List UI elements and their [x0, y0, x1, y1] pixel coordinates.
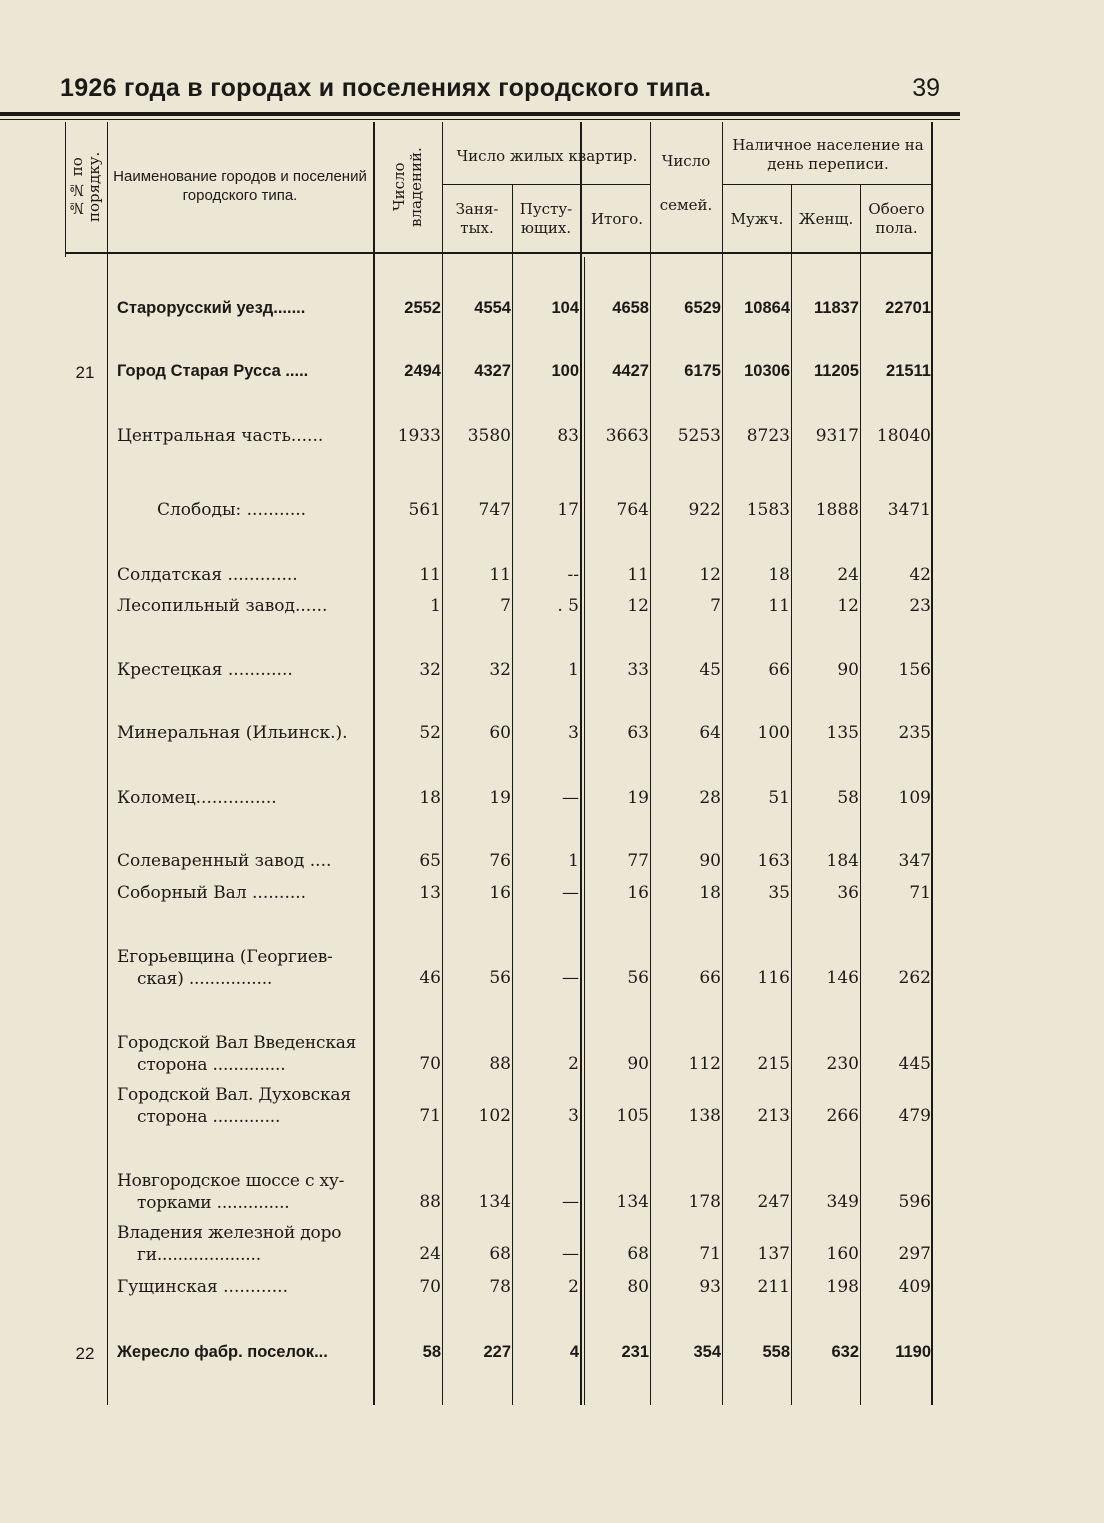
table-cell: 2: [568, 1054, 579, 1074]
table-row: [65, 594, 933, 618]
table-cell: 60: [489, 723, 511, 743]
col-header-owners: Число владений.: [389, 147, 425, 227]
table-cell: 4: [569, 1343, 579, 1361]
row-name: Город Старая Русса .....: [117, 362, 309, 380]
header-rule-thick: [0, 112, 960, 116]
row-name-line-1: Городской Вал. Духовская: [117, 1085, 351, 1105]
table-cell: 4427: [612, 362, 649, 380]
table-cell: 56: [627, 968, 649, 988]
table-cell: 58: [837, 788, 859, 808]
table-cell: 2: [568, 1277, 579, 1297]
grid-line: [723, 184, 932, 185]
table-cell: 3: [568, 1106, 579, 1126]
row-name-line-2: сторона ..............: [137, 1055, 286, 1075]
row-name: Гущинская ............: [117, 1277, 288, 1297]
page-title: 1926 года в городах и поселениях городского типа.: [60, 74, 712, 102]
table-cell: —: [562, 883, 579, 903]
table-cell: —: [562, 788, 579, 808]
table-cell: 137: [757, 1244, 790, 1264]
table-cell: 46: [419, 968, 441, 988]
table-cell: 18040: [876, 426, 931, 446]
table-cell: 12: [627, 596, 649, 616]
table-cell: 266: [826, 1106, 859, 1126]
col-header-name: Наименование городов и поселений городского типа.: [113, 168, 367, 204]
table-cell: 18: [419, 788, 441, 808]
table-cell: 63: [627, 723, 649, 743]
row-name: Соборный Вал ..........: [117, 883, 307, 903]
table-cell: 17: [557, 500, 579, 520]
table-row: [65, 786, 933, 810]
table-row: [65, 1085, 933, 1128]
table-row: [65, 721, 933, 745]
table-cell: 1: [568, 660, 579, 680]
table-cell: 10306: [744, 362, 790, 380]
table-cell: —: [562, 1192, 579, 1212]
grid-line: [65, 252, 933, 254]
page-number: 39: [912, 74, 940, 102]
table-cell: 747: [478, 500, 511, 520]
table-cell: 112: [688, 1054, 721, 1074]
col-header-both: Обоего пола.: [868, 200, 925, 237]
table-cell: 70: [419, 1277, 441, 1297]
row-name: Солеваренный завод ....: [117, 851, 332, 871]
table-cell: 12: [837, 596, 859, 616]
table-cell: 558: [762, 1343, 790, 1361]
table-cell: 11837: [814, 299, 859, 317]
table-cell: 215: [757, 1054, 790, 1074]
table-cell: 3: [568, 723, 579, 743]
row-name-line-1: Владения железной доро: [117, 1223, 342, 1243]
table-cell: 88: [489, 1054, 511, 1074]
table-cell: 160: [826, 1244, 859, 1264]
table-row: [65, 1171, 933, 1214]
row-name: Лесопильный завод......: [117, 596, 328, 616]
table-cell: 134: [616, 1192, 649, 1212]
table-cell: 561: [408, 500, 441, 520]
table-cell: 6175: [684, 362, 721, 380]
table-cell: 146: [826, 968, 859, 988]
col-header-apartments: Число жилых квартир.: [456, 146, 638, 165]
table-cell: 138: [688, 1106, 721, 1126]
table-cell: 19: [489, 788, 511, 808]
table-cell: 51: [768, 788, 790, 808]
table-cell: 349: [826, 1192, 859, 1212]
table-cell: 184: [826, 851, 859, 871]
table-row: [65, 296, 933, 320]
table-row: [65, 947, 933, 990]
table-cell: 83: [557, 426, 579, 446]
table-cell: 32: [419, 660, 441, 680]
table-row: [65, 498, 933, 522]
row-name-line-2: торками ..............: [137, 1193, 290, 1213]
table-cell: 3580: [467, 426, 511, 446]
table-cell: 24: [419, 1244, 441, 1264]
table-cell: 66: [768, 660, 790, 680]
table-cell: 90: [627, 1054, 649, 1074]
table-row: [65, 563, 933, 587]
table-cell: 102: [478, 1106, 511, 1126]
table-row: [65, 424, 933, 448]
table-cell: 11: [768, 596, 790, 616]
col-header-occupied: Заня-тых.: [455, 200, 499, 237]
table-cell: 93: [699, 1277, 721, 1297]
row-name: Солдатская .............: [117, 565, 298, 585]
table-cell: 178: [688, 1192, 721, 1212]
table-cell: 1888: [815, 500, 859, 520]
table-cell: 68: [489, 1244, 511, 1264]
table-cell: —: [562, 1244, 579, 1264]
row-name: [117, 1170, 371, 1214]
table-cell: 231: [621, 1343, 649, 1361]
row-name: Жересло фабр. поселок...: [117, 1343, 328, 1361]
table-cell: 71: [909, 883, 931, 903]
table-cell: 116: [757, 968, 790, 988]
table-cell: 8723: [746, 426, 790, 446]
table-cell: 1583: [746, 500, 790, 520]
table-row: [65, 881, 933, 905]
row-name: [117, 1032, 371, 1076]
table-cell: 52: [419, 723, 441, 743]
row-number: 21: [75, 363, 95, 382]
table-cell: —: [562, 968, 579, 988]
row-name-line-1: Городской Вал Введенская: [117, 1033, 357, 1053]
table-cell: 70: [419, 1054, 441, 1074]
table-cell: 100: [551, 362, 579, 380]
table-cell: 134: [478, 1192, 511, 1212]
table-cell: 135: [826, 723, 859, 743]
row-name-line-2: ская) ................: [137, 969, 273, 989]
table-cell: 105: [616, 1106, 649, 1126]
table-cell: 6529: [684, 299, 721, 317]
row-name: Старорусский уезд.......: [117, 299, 306, 317]
table-row: [65, 849, 933, 873]
table-cell: 4327: [474, 362, 511, 380]
table-cell: 77: [627, 851, 649, 871]
row-name: Минеральная (Ильинск.).: [117, 723, 348, 743]
col-header-families-bottom: семей.: [659, 195, 713, 214]
table-cell: 71: [699, 1244, 721, 1264]
table-cell: 632: [831, 1343, 859, 1361]
table-cell: 409: [898, 1277, 931, 1297]
row-name: Коломец...............: [117, 788, 277, 808]
table-cell: 66: [699, 968, 721, 988]
table-cell: 90: [837, 660, 859, 680]
table-cell: 76: [489, 851, 511, 871]
table-cell: 247: [757, 1192, 790, 1212]
table-cell: 297: [898, 1244, 931, 1264]
table-cell: 11: [489, 565, 511, 585]
row-number: 22: [75, 1344, 95, 1363]
table-cell: 198: [826, 1277, 859, 1297]
table-cell: 33: [627, 660, 649, 680]
col-header-vacant: Пусту-ющих.: [519, 200, 573, 237]
table-cell: 71: [419, 1106, 441, 1126]
table-row: [65, 1340, 933, 1364]
col-header-population: Наличное население на день переписи.: [732, 136, 924, 173]
row-name-line-2: ги....................: [137, 1245, 261, 1265]
table-cell: 35: [768, 883, 790, 903]
table-cell: 764: [616, 500, 649, 520]
table-cell: 4658: [612, 299, 649, 317]
table-cell: 16: [489, 883, 511, 903]
col-header-families-top: Число: [661, 151, 711, 170]
table-cell: 80: [627, 1277, 649, 1297]
row-name: Слободы: ...........: [157, 500, 307, 520]
table-cell: 2552: [404, 299, 441, 317]
table-cell: 22701: [885, 299, 931, 317]
row-name: [117, 1222, 371, 1266]
table-cell: 354: [693, 1343, 721, 1361]
table-cell: 1933: [397, 426, 441, 446]
table-cell: 78: [489, 1277, 511, 1297]
table-cell: 479: [898, 1106, 931, 1126]
table-cell: 18: [699, 883, 721, 903]
table-cell: 68: [627, 1244, 649, 1264]
table-cell: 45: [699, 660, 721, 680]
table-cell: 42: [909, 565, 931, 585]
table-cell: 235: [898, 723, 931, 743]
table-cell: 156: [898, 660, 931, 680]
table-cell: 109: [898, 788, 931, 808]
table-cell: 596: [898, 1192, 931, 1212]
table-cell: 347: [898, 851, 931, 871]
table-cell: 5253: [677, 426, 721, 446]
table-cell: 211: [757, 1277, 790, 1297]
table-cell: 3471: [887, 500, 931, 520]
table-cell: . 5: [557, 596, 579, 616]
table-cell: 11: [419, 565, 441, 585]
population-table: [65, 122, 933, 1405]
table-cell: 16: [627, 883, 649, 903]
table-cell: 32: [489, 660, 511, 680]
col-header-total: Итого.: [590, 209, 644, 228]
table-cell: 19: [627, 788, 649, 808]
header-rule-thin: [0, 119, 960, 120]
table-cell: 21511: [886, 362, 931, 380]
table-cell: 65: [419, 851, 441, 871]
table-cell: 28: [699, 788, 721, 808]
col-header-female: Женщ.: [798, 209, 854, 228]
table-cell: 163: [757, 851, 790, 871]
table-cell: 3663: [605, 426, 649, 446]
row-name: [117, 1084, 371, 1128]
table-cell: 10864: [744, 299, 790, 317]
row-name: Центральная часть......: [117, 426, 324, 446]
table-cell: 922: [688, 500, 721, 520]
table-row: [65, 1033, 933, 1076]
table-cell: 56: [489, 968, 511, 988]
table-cell: 445: [898, 1054, 931, 1074]
row-name-line-1: Егорьевщина (Георгиев-: [117, 947, 333, 967]
table-cell: 24: [837, 565, 859, 585]
col-header-male: Мужч.: [730, 209, 784, 228]
table-cell: 1: [568, 851, 579, 871]
table-cell: 11205: [814, 362, 859, 380]
row-name: [117, 946, 371, 990]
table-cell: 104: [551, 299, 579, 317]
table-cell: 36: [837, 883, 859, 903]
table-cell: 7: [710, 596, 721, 616]
table-cell: 18: [768, 565, 790, 585]
row-name-line-2: сторона .............: [137, 1107, 281, 1127]
table-row: [65, 1223, 933, 1266]
table-row: [65, 658, 933, 682]
table-cell: 7: [500, 596, 511, 616]
table-cell: 227: [483, 1343, 511, 1361]
table-cell: --: [567, 565, 579, 585]
table-cell: 2494: [404, 362, 441, 380]
running-head: [60, 74, 940, 110]
table-cell: 9317: [815, 426, 859, 446]
row-name: Крестецкая ............: [117, 660, 293, 680]
table-cell: 88: [419, 1192, 441, 1212]
table-cell: 64: [699, 723, 721, 743]
table-cell: 4554: [474, 299, 511, 317]
table-cell: 13: [419, 883, 441, 903]
col-header-num: №№ по порядку.: [67, 151, 103, 223]
table-cell: 11: [627, 565, 649, 585]
table-cell: 262: [898, 968, 931, 988]
row-name-line-1: Новгородское шоссе с ху-: [117, 1171, 345, 1191]
table-cell: 1: [430, 596, 441, 616]
table-cell: 213: [757, 1106, 790, 1126]
table-cell: 58: [422, 1343, 441, 1361]
table-cell: 1190: [895, 1343, 931, 1361]
table-row: [65, 359, 933, 383]
table-cell: 23: [909, 596, 931, 616]
grid-line: [443, 184, 651, 185]
table-row: [65, 1275, 933, 1299]
table-cell: 90: [699, 851, 721, 871]
table-cell: 100: [757, 723, 790, 743]
table-cell: 230: [826, 1054, 859, 1074]
table-cell: 12: [699, 565, 721, 585]
